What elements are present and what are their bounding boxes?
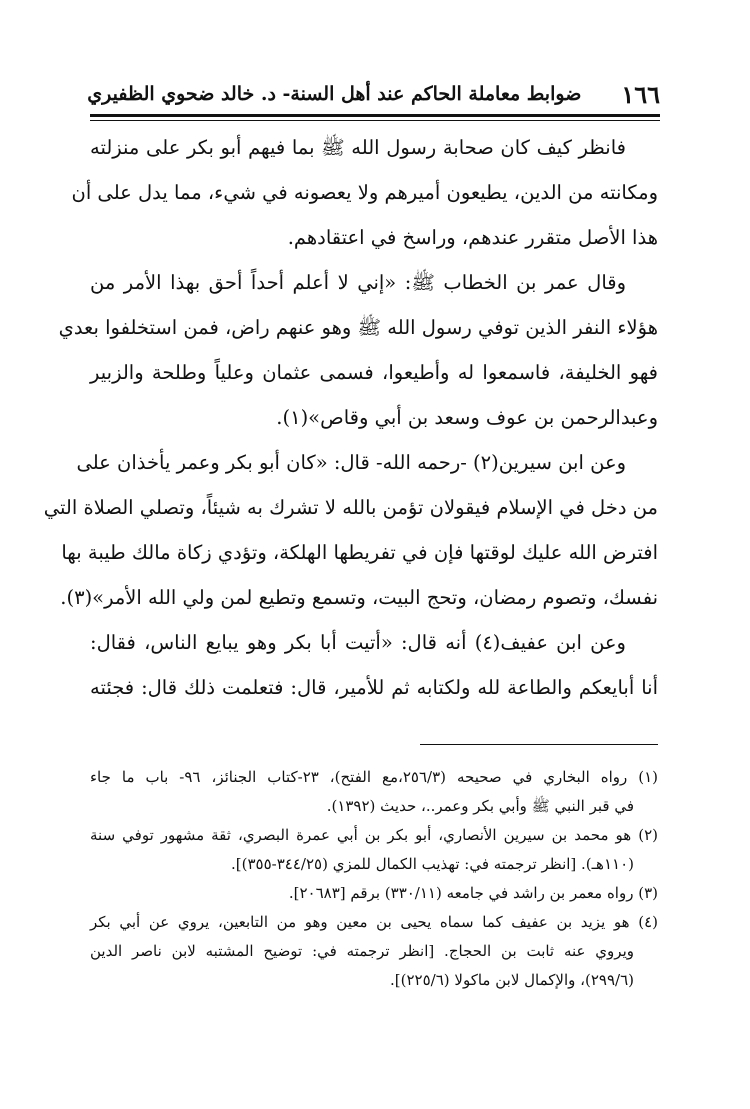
footnote-line: (٤) هو يزيد بن عفيف كما سماه يحيى بن معين وهو من التابعين، يروي عن أبي بكر <box>90 913 658 931</box>
text-line: ومكانته من الدين، يطيعون أميرهم ولا يعصونه في شيء، مما يدل على أن <box>71 181 658 204</box>
text-line: هؤلاء النفر الذين توفي رسول الله ﷺ وهو عنهم راض، فمن استخلفوا بعدي <box>58 316 658 339</box>
main-text <box>43 125 658 710</box>
footnote-line: (٢٩٩/٦)، والإكمال لابن ماكولا (٢٢٥/٦)]. <box>390 971 634 989</box>
text-line: من دخل في الإسلام فيقولان تؤمن بالله لا تشرك به شيئاً، وتصلي الصلاة التي <box>43 496 658 519</box>
text-line: نفسك، وتصوم رمضان، وتحج البيت، وتسمع وتطيع لمن ولي الله الأمر»(٣). <box>60 586 658 609</box>
running-title: ضوابط معاملة الحاكم عند أهل السنة- د. خالد ضحوي الظفيري <box>87 83 582 105</box>
footnote-line: (٣) رواه معمر بن راشد في جامعه (٣٣٠/١١) برقم [٢٠٦٨٣]. <box>288 884 658 902</box>
header-rule-thick <box>90 114 660 117</box>
footnotes <box>90 763 658 995</box>
text-line: افترض الله عليك لوقتها فإن في تفريطها الهلكة، وتؤدي زكاة مالك طيبة بها <box>61 541 658 564</box>
text-line: وقال عمر بن الخطاب ﷺ: «إني لا أعلم أحداً أحق بهذا الأمر من <box>90 271 626 294</box>
text-line: أنا أبايعكم والطاعة لله ولكتابه ثم للأمير، قال: فتعلمت ذلك قال: فجئته <box>90 676 658 699</box>
text-line: وعبدالرحمن بن عوف وسعد بن أبي وقاص»(١). <box>276 406 658 429</box>
text-line: هذا الأصل متقرر عندهم، وراسخ في اعتقادهم. <box>287 226 658 249</box>
footnote-separator <box>420 744 658 745</box>
page-header <box>87 76 660 112</box>
text-line: وعن ابن عفيف(٤) أنه قال: «أتيت أبا بكر وهو يبايع الناس، فقال: <box>90 631 626 654</box>
footnote-line: ويروي عنه ثابت بن الحجاج. [انظر ترجمته في: توضيح المشتبه لابن ناصر الدين <box>90 942 634 960</box>
text-line: فهو الخليفة، فاسمعوا له وأطيعوا، فسمى عثمان وعلياً وطلحة والزبير <box>90 361 658 384</box>
footnote-line: (٢) هو محمد بن سيرين الأنصاري، أبو بكر بن أبي عمرة البصري، ثقة مشهور توفي سنة <box>90 826 658 844</box>
footnote-line: (١) رواه البخاري في صحيحه (٢٥٦/٣،مع الفتح)، ٢٣-كتاب الجنائز، ٩٦- باب ما جاء <box>90 768 659 786</box>
footnote-line: (١١٠هـ). [انظر ترجمته في: تهذيب الكمال للمزي (٣٤٤/٢٥-٣٥٥)]. <box>231 855 634 873</box>
page-number: ١٦٦ <box>621 79 660 109</box>
text-line: فانظر كيف كان صحابة رسول الله ﷺ بما فيهم أبو بكر على منزلته <box>90 136 626 159</box>
footnote-line: في قبر النبي ﷺ وأبي بكر وعمر..، حديث (١٣٩٢). <box>326 797 634 815</box>
header-rule-thin <box>90 120 660 121</box>
text-line: وعن ابن سيرين(٢) -رحمه الله- قال: «كان أبو بكر وعمر يأخذان على <box>76 451 626 474</box>
